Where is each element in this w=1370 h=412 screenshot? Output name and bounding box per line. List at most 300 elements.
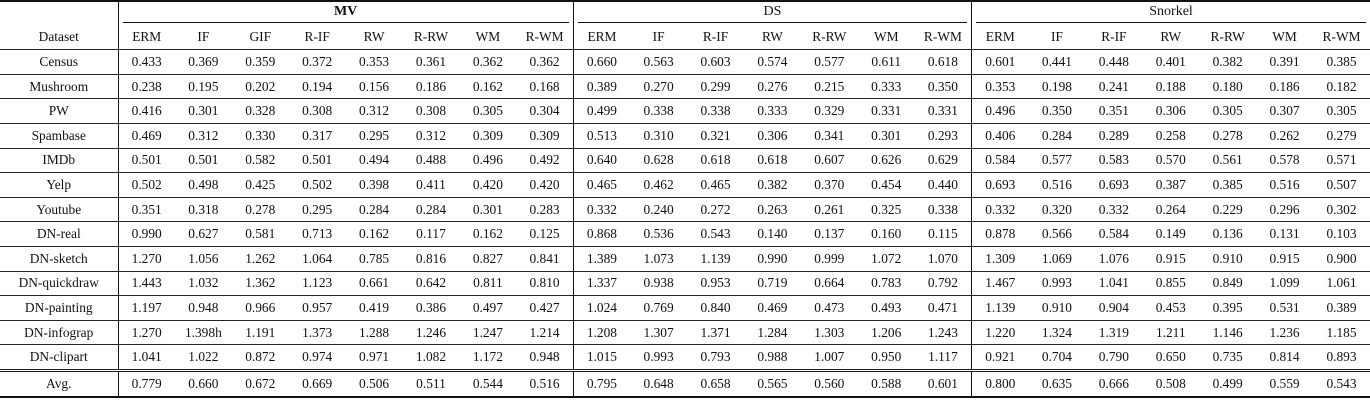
cell-ds-4: 0.577 bbox=[801, 50, 858, 75]
column-header-ds-wm: WM bbox=[873, 29, 899, 45]
cell-mv-2: 1.191 bbox=[232, 320, 289, 345]
cell-ds-4: 0.560 bbox=[801, 370, 858, 396]
cell-mv-7: 0.841 bbox=[516, 246, 573, 271]
cell-ds-4: 0.607 bbox=[801, 148, 858, 173]
cell-mv-2: 0.330 bbox=[232, 123, 289, 148]
cell-mv-6: 1.247 bbox=[459, 320, 516, 345]
cell-mv-2: 0.202 bbox=[232, 74, 289, 99]
cell-mv-3: 0.502 bbox=[289, 173, 346, 198]
cell-ds-6: 0.440 bbox=[915, 173, 972, 198]
column-header-mv-r-rw: R-RW bbox=[413, 29, 449, 45]
cell-ds-1: 0.536 bbox=[630, 222, 687, 247]
cell-mv-5: 0.411 bbox=[403, 173, 460, 198]
cell-ds-5: 1.072 bbox=[858, 246, 915, 271]
dataset-name: Yelp bbox=[0, 173, 118, 198]
cell-mv-0: 1.041 bbox=[118, 345, 175, 371]
cell-mv-5: 0.312 bbox=[403, 123, 460, 148]
cell-snorkel-3: 0.149 bbox=[1142, 222, 1199, 247]
cell-snorkel-3: 0.306 bbox=[1142, 99, 1199, 124]
cell-mv-5: 0.386 bbox=[403, 296, 460, 321]
cell-ds-3: 0.140 bbox=[744, 222, 801, 247]
column-header-mv-gif: GIF bbox=[249, 29, 272, 45]
cell-ds-2: 1.371 bbox=[687, 320, 744, 345]
cell-mv-0: 0.469 bbox=[118, 123, 175, 148]
cell-mv-4: 0.971 bbox=[346, 345, 403, 371]
cell-snorkel-1: 0.704 bbox=[1029, 345, 1086, 371]
cell-ds-3: 0.618 bbox=[744, 148, 801, 173]
dataset-name: Youtube bbox=[0, 197, 118, 222]
cell-ds-2: 0.603 bbox=[687, 50, 744, 75]
cell-snorkel-4: 1.146 bbox=[1199, 320, 1256, 345]
cell-mv-1: 0.498 bbox=[175, 173, 232, 198]
cell-mv-5: 0.117 bbox=[403, 222, 460, 247]
cell-snorkel-0: 1.309 bbox=[972, 246, 1029, 271]
cell-mv-1: 0.660 bbox=[175, 370, 232, 396]
cell-mv-2: 0.966 bbox=[232, 296, 289, 321]
cell-ds-6: 0.629 bbox=[915, 148, 972, 173]
cell-mv-3: 0.501 bbox=[289, 148, 346, 173]
cell-snorkel-3: 0.508 bbox=[1142, 370, 1199, 396]
cell-ds-3: 0.574 bbox=[744, 50, 801, 75]
cell-ds-1: 0.270 bbox=[630, 74, 687, 99]
cell-mv-2: 0.278 bbox=[232, 197, 289, 222]
cell-mv-0: 0.501 bbox=[118, 148, 175, 173]
cell-ds-0: 0.795 bbox=[573, 370, 630, 396]
cell-snorkel-2: 0.904 bbox=[1085, 296, 1142, 321]
cell-snorkel-5: 1.236 bbox=[1256, 320, 1313, 345]
cell-mv-0: 0.779 bbox=[118, 370, 175, 396]
table-row bbox=[0, 74, 1370, 99]
cell-snorkel-2: 0.332 bbox=[1085, 197, 1142, 222]
cell-mv-3: 0.372 bbox=[289, 50, 346, 75]
cell-mv-1: 0.195 bbox=[175, 74, 232, 99]
cell-snorkel-0: 0.800 bbox=[972, 370, 1029, 396]
cell-mv-5: 1.246 bbox=[403, 320, 460, 345]
cell-snorkel-6: 0.302 bbox=[1313, 197, 1370, 222]
table-row bbox=[0, 222, 1370, 247]
cell-mv-3: 0.957 bbox=[289, 296, 346, 321]
cell-ds-0: 0.868 bbox=[573, 222, 630, 247]
cell-ds-3: 0.719 bbox=[744, 271, 801, 296]
group-snorkel: Snorkel bbox=[972, 1, 1370, 26]
cell-snorkel-6: 1.061 bbox=[1313, 271, 1370, 296]
cell-snorkel-6: 0.103 bbox=[1313, 222, 1370, 247]
column-header-ds-rw: RW bbox=[762, 29, 783, 45]
cell-mv-7: 0.304 bbox=[516, 99, 573, 124]
dataset-name: DN-real bbox=[0, 222, 118, 247]
cell-mv-6: 0.162 bbox=[459, 222, 516, 247]
cell-ds-3: 0.988 bbox=[744, 345, 801, 371]
cell-mv-0: 1.197 bbox=[118, 296, 175, 321]
cell-mv-5: 0.186 bbox=[403, 74, 460, 99]
cell-ds-0: 1.015 bbox=[573, 345, 630, 371]
cell-ds-6: 0.792 bbox=[915, 271, 972, 296]
cell-ds-0: 0.332 bbox=[573, 197, 630, 222]
cell-snorkel-2: 0.583 bbox=[1085, 148, 1142, 173]
dataset-name: Avg. bbox=[0, 370, 118, 396]
cell-mv-4: 0.398 bbox=[346, 173, 403, 198]
cell-snorkel-1: 0.284 bbox=[1029, 123, 1086, 148]
cell-ds-5: 0.783 bbox=[858, 271, 915, 296]
column-header-ds-erm: ERM bbox=[573, 26, 630, 50]
cell-snorkel-5: 0.531 bbox=[1256, 296, 1313, 321]
cell-ds-5: 0.588 bbox=[858, 370, 915, 396]
cell-ds-4: 0.664 bbox=[801, 271, 858, 296]
cell-mv-4: 0.506 bbox=[346, 370, 403, 396]
cell-snorkel-0: 0.332 bbox=[972, 197, 1029, 222]
cell-ds-1: 1.307 bbox=[630, 320, 687, 345]
cell-ds-2: 0.465 bbox=[687, 173, 744, 198]
cell-mv-4: 0.494 bbox=[346, 148, 403, 173]
cell-mv-1: 1.056 bbox=[175, 246, 232, 271]
cell-ds-4: 0.329 bbox=[801, 99, 858, 124]
cell-ds-4: 1.303 bbox=[801, 320, 858, 345]
cell-mv-4: 0.295 bbox=[346, 123, 403, 148]
cell-ds-4: 1.007 bbox=[801, 345, 858, 371]
table-row bbox=[0, 173, 1370, 198]
cell-ds-4: 0.261 bbox=[801, 197, 858, 222]
cell-ds-4: 0.341 bbox=[801, 123, 858, 148]
cell-snorkel-3: 0.570 bbox=[1142, 148, 1199, 173]
cell-mv-7: 0.125 bbox=[516, 222, 573, 247]
cell-ds-1: 1.073 bbox=[630, 246, 687, 271]
cell-ds-3: 0.469 bbox=[744, 296, 801, 321]
cell-snorkel-0: 1.220 bbox=[972, 320, 1029, 345]
cell-mv-2: 0.872 bbox=[232, 345, 289, 371]
cell-mv-7: 0.362 bbox=[516, 50, 573, 75]
cell-mv-6: 0.811 bbox=[459, 271, 516, 296]
cell-snorkel-1: 0.320 bbox=[1029, 197, 1086, 222]
cell-snorkel-6: 0.385 bbox=[1313, 50, 1370, 75]
cell-ds-4: 0.215 bbox=[801, 74, 858, 99]
cell-ds-3: 0.276 bbox=[744, 74, 801, 99]
cell-ds-2: 0.272 bbox=[687, 197, 744, 222]
cell-ds-6: 0.331 bbox=[915, 99, 972, 124]
group-ds: DS bbox=[573, 1, 971, 26]
cell-snorkel-6: 0.305 bbox=[1313, 99, 1370, 124]
cell-mv-0: 0.990 bbox=[118, 222, 175, 247]
cell-snorkel-2: 0.241 bbox=[1085, 74, 1142, 99]
cell-mv-1: 0.301 bbox=[175, 99, 232, 124]
cell-mv-0: 0.351 bbox=[118, 197, 175, 222]
cell-ds-1: 0.338 bbox=[630, 99, 687, 124]
cell-snorkel-4: 0.136 bbox=[1199, 222, 1256, 247]
cell-ds-6: 1.070 bbox=[915, 246, 972, 271]
cell-mv-1: 1.398h bbox=[175, 320, 232, 345]
cell-mv-2: 0.328 bbox=[232, 99, 289, 124]
cell-ds-4: 0.137 bbox=[801, 222, 858, 247]
cell-ds-5: 0.611 bbox=[858, 50, 915, 75]
column-header-mv-erm: ERM bbox=[118, 26, 175, 50]
cell-mv-3: 1.123 bbox=[289, 271, 346, 296]
cell-ds-5: 0.626 bbox=[858, 148, 915, 173]
cell-mv-2: 0.425 bbox=[232, 173, 289, 198]
dataset-name: Census bbox=[0, 50, 118, 75]
table-row bbox=[0, 296, 1370, 321]
cell-ds-3: 0.990 bbox=[744, 246, 801, 271]
group-header-row bbox=[0, 1, 1370, 26]
cell-mv-4: 0.156 bbox=[346, 74, 403, 99]
column-header-snorkel-if: IF bbox=[1050, 29, 1063, 45]
cell-snorkel-4: 0.385 bbox=[1199, 173, 1256, 198]
column-header-snorkel-r-rw: R-RW bbox=[1210, 29, 1245, 45]
cell-snorkel-0: 0.878 bbox=[972, 222, 1029, 247]
cell-snorkel-0: 0.601 bbox=[972, 50, 1029, 75]
cell-ds-5: 0.301 bbox=[858, 123, 915, 148]
cell-ds-3: 0.333 bbox=[744, 99, 801, 124]
cell-snorkel-6: 0.893 bbox=[1313, 345, 1370, 371]
cell-ds-4: 0.473 bbox=[801, 296, 858, 321]
cell-mv-6: 0.420 bbox=[459, 173, 516, 198]
cell-snorkel-5: 1.099 bbox=[1256, 271, 1313, 296]
cell-ds-6: 0.471 bbox=[915, 296, 972, 321]
cell-mv-5: 0.361 bbox=[403, 50, 460, 75]
group-mv: MV bbox=[118, 1, 573, 26]
cell-mv-3: 0.713 bbox=[289, 222, 346, 247]
dataset-name: DN-infograp bbox=[0, 320, 118, 345]
cell-snorkel-6: 0.507 bbox=[1313, 173, 1370, 198]
cell-snorkel-3: 0.915 bbox=[1142, 246, 1199, 271]
column-header-mv-r-if: R-IF bbox=[304, 29, 330, 45]
cell-ds-0: 1.024 bbox=[573, 296, 630, 321]
cell-snorkel-4: 0.735 bbox=[1199, 345, 1256, 371]
cell-snorkel-4: 0.561 bbox=[1199, 148, 1256, 173]
cell-snorkel-1: 1.324 bbox=[1029, 320, 1086, 345]
cell-mv-3: 0.669 bbox=[289, 370, 346, 396]
cell-ds-6: 0.338 bbox=[915, 197, 972, 222]
cell-ds-6: 1.243 bbox=[915, 320, 972, 345]
column-header-snorkel-r-wm: R-WM bbox=[1322, 29, 1361, 45]
cell-mv-2: 0.582 bbox=[232, 148, 289, 173]
cell-mv-1: 1.032 bbox=[175, 271, 232, 296]
cell-mv-3: 1.373 bbox=[289, 320, 346, 345]
cell-mv-6: 0.496 bbox=[459, 148, 516, 173]
cell-mv-0: 0.433 bbox=[118, 50, 175, 75]
dataset-name: DN-clipart bbox=[0, 345, 118, 371]
cell-ds-1: 0.240 bbox=[630, 197, 687, 222]
cell-snorkel-2: 0.448 bbox=[1085, 50, 1142, 75]
cell-snorkel-3: 0.258 bbox=[1142, 123, 1199, 148]
cell-snorkel-4: 0.849 bbox=[1199, 271, 1256, 296]
cell-ds-0: 0.499 bbox=[573, 99, 630, 124]
cell-snorkel-6: 0.543 bbox=[1313, 370, 1370, 396]
cell-snorkel-5: 0.186 bbox=[1256, 74, 1313, 99]
cell-ds-6: 0.618 bbox=[915, 50, 972, 75]
dataset-name: DN-quickdraw bbox=[0, 271, 118, 296]
cell-snorkel-3: 0.650 bbox=[1142, 345, 1199, 371]
column-header-snorkel-rw: RW bbox=[1160, 29, 1182, 45]
cell-mv-7: 0.168 bbox=[516, 74, 573, 99]
table-body bbox=[0, 50, 1370, 397]
column-header-ds-r-if: R-IF bbox=[702, 29, 729, 45]
cell-ds-5: 0.454 bbox=[858, 173, 915, 198]
cell-snorkel-5: 0.578 bbox=[1256, 148, 1313, 173]
cell-snorkel-1: 0.441 bbox=[1029, 50, 1086, 75]
cell-snorkel-5: 0.131 bbox=[1256, 222, 1313, 247]
table-row bbox=[0, 99, 1370, 124]
cell-snorkel-1: 0.577 bbox=[1029, 148, 1086, 173]
cell-snorkel-4: 0.278 bbox=[1199, 123, 1256, 148]
cell-snorkel-5: 0.307 bbox=[1256, 99, 1313, 124]
cell-mv-5: 0.284 bbox=[403, 197, 460, 222]
column-header-snorkel-wm: WM bbox=[1272, 29, 1297, 45]
cell-snorkel-2: 1.041 bbox=[1085, 271, 1142, 296]
cell-ds-3: 0.382 bbox=[744, 173, 801, 198]
cell-snorkel-3: 0.264 bbox=[1142, 197, 1199, 222]
cell-mv-6: 0.497 bbox=[459, 296, 516, 321]
dataset-name: DN-sketch bbox=[0, 246, 118, 271]
cell-mv-7: 0.516 bbox=[516, 370, 573, 396]
cell-mv-0: 1.270 bbox=[118, 246, 175, 271]
cell-snorkel-3: 0.453 bbox=[1142, 296, 1199, 321]
cell-mv-7: 1.214 bbox=[516, 320, 573, 345]
cell-snorkel-2: 0.693 bbox=[1085, 173, 1142, 198]
column-header-mv-if: IF bbox=[197, 29, 210, 45]
cell-ds-0: 0.389 bbox=[573, 74, 630, 99]
cell-ds-3: 0.306 bbox=[744, 123, 801, 148]
cell-mv-7: 0.810 bbox=[516, 271, 573, 296]
cell-ds-0: 1.389 bbox=[573, 246, 630, 271]
cell-snorkel-1: 0.516 bbox=[1029, 173, 1086, 198]
cell-mv-7: 0.283 bbox=[516, 197, 573, 222]
cell-snorkel-6: 0.389 bbox=[1313, 296, 1370, 321]
cell-ds-1: 0.648 bbox=[630, 370, 687, 396]
average-row bbox=[0, 370, 1370, 396]
cell-snorkel-6: 0.279 bbox=[1313, 123, 1370, 148]
cell-mv-3: 0.317 bbox=[289, 123, 346, 148]
cell-ds-3: 1.284 bbox=[744, 320, 801, 345]
cell-mv-3: 0.308 bbox=[289, 99, 346, 124]
cell-mv-5: 0.488 bbox=[403, 148, 460, 173]
cell-ds-5: 0.160 bbox=[858, 222, 915, 247]
cell-snorkel-4: 0.910 bbox=[1199, 246, 1256, 271]
cell-snorkel-1: 0.566 bbox=[1029, 222, 1086, 247]
cell-snorkel-0: 0.496 bbox=[972, 99, 1029, 124]
table-row bbox=[0, 50, 1370, 75]
cell-ds-0: 0.513 bbox=[573, 123, 630, 148]
dataset-name: IMDb bbox=[0, 148, 118, 173]
cell-mv-3: 0.974 bbox=[289, 345, 346, 371]
cell-ds-2: 0.953 bbox=[687, 271, 744, 296]
cell-ds-6: 1.117 bbox=[915, 345, 972, 371]
cell-ds-2: 0.793 bbox=[687, 345, 744, 371]
cell-ds-6: 0.293 bbox=[915, 123, 972, 148]
cell-mv-0: 0.502 bbox=[118, 173, 175, 198]
cell-mv-1: 0.501 bbox=[175, 148, 232, 173]
cell-ds-6: 0.601 bbox=[915, 370, 972, 396]
cell-mv-4: 0.312 bbox=[346, 99, 403, 124]
cell-snorkel-2: 0.666 bbox=[1085, 370, 1142, 396]
cell-snorkel-1: 1.069 bbox=[1029, 246, 1086, 271]
cell-mv-5: 0.642 bbox=[403, 271, 460, 296]
cell-snorkel-5: 0.516 bbox=[1256, 173, 1313, 198]
table-row bbox=[0, 345, 1370, 371]
cell-mv-6: 0.305 bbox=[459, 99, 516, 124]
cell-snorkel-5: 0.814 bbox=[1256, 345, 1313, 371]
cell-mv-6: 0.309 bbox=[459, 123, 516, 148]
cell-mv-5: 0.511 bbox=[403, 370, 460, 396]
cell-mv-2: 1.262 bbox=[232, 246, 289, 271]
cell-ds-1: 0.628 bbox=[630, 148, 687, 173]
cell-mv-0: 0.416 bbox=[118, 99, 175, 124]
cell-mv-2: 0.672 bbox=[232, 370, 289, 396]
table-row bbox=[0, 246, 1370, 271]
cell-snorkel-2: 0.351 bbox=[1085, 99, 1142, 124]
cell-ds-0: 0.640 bbox=[573, 148, 630, 173]
cell-ds-4: 0.370 bbox=[801, 173, 858, 198]
cell-ds-0: 0.660 bbox=[573, 50, 630, 75]
cell-ds-1: 0.769 bbox=[630, 296, 687, 321]
cell-mv-0: 0.238 bbox=[118, 74, 175, 99]
column-header-ds-r-rw: R-RW bbox=[812, 29, 847, 45]
table-row bbox=[0, 123, 1370, 148]
cell-mv-4: 0.661 bbox=[346, 271, 403, 296]
cell-ds-1: 0.938 bbox=[630, 271, 687, 296]
cell-mv-0: 1.443 bbox=[118, 271, 175, 296]
column-header-row bbox=[0, 26, 1370, 50]
dataset-header: Dataset bbox=[38, 29, 79, 45]
cell-mv-6: 0.827 bbox=[459, 246, 516, 271]
cell-snorkel-1: 0.198 bbox=[1029, 74, 1086, 99]
cell-ds-5: 0.493 bbox=[858, 296, 915, 321]
column-header-ds-if: IF bbox=[652, 29, 665, 45]
cell-ds-5: 0.331 bbox=[858, 99, 915, 124]
cell-mv-1: 0.948 bbox=[175, 296, 232, 321]
cell-snorkel-5: 0.262 bbox=[1256, 123, 1313, 148]
cell-ds-3: 0.565 bbox=[744, 370, 801, 396]
cell-mv-6: 1.172 bbox=[459, 345, 516, 371]
cell-mv-0: 1.270 bbox=[118, 320, 175, 345]
cell-ds-5: 0.333 bbox=[858, 74, 915, 99]
cell-ds-2: 0.321 bbox=[687, 123, 744, 148]
cell-ds-2: 0.658 bbox=[687, 370, 744, 396]
cell-snorkel-0: 1.139 bbox=[972, 296, 1029, 321]
cell-ds-6: 0.115 bbox=[915, 222, 972, 247]
cell-snorkel-6: 0.571 bbox=[1313, 148, 1370, 173]
cell-snorkel-0: 1.467 bbox=[972, 271, 1029, 296]
table-row bbox=[0, 320, 1370, 345]
dataset-name: Mushroom bbox=[0, 74, 118, 99]
cell-snorkel-4: 0.382 bbox=[1199, 50, 1256, 75]
cell-mv-5: 0.816 bbox=[403, 246, 460, 271]
cell-snorkel-0: 0.693 bbox=[972, 173, 1029, 198]
cell-ds-0: 1.337 bbox=[573, 271, 630, 296]
cell-ds-0: 0.465 bbox=[573, 173, 630, 198]
cell-mv-4: 0.284 bbox=[346, 197, 403, 222]
cell-snorkel-4: 0.180 bbox=[1199, 74, 1256, 99]
cell-snorkel-0: 0.921 bbox=[972, 345, 1029, 371]
cell-mv-3: 0.295 bbox=[289, 197, 346, 222]
cell-ds-1: 0.993 bbox=[630, 345, 687, 371]
cell-snorkel-0: 0.353 bbox=[972, 74, 1029, 99]
cell-snorkel-2: 0.289 bbox=[1085, 123, 1142, 148]
cell-mv-4: 0.162 bbox=[346, 222, 403, 247]
cell-snorkel-3: 0.188 bbox=[1142, 74, 1199, 99]
cell-snorkel-1: 0.993 bbox=[1029, 271, 1086, 296]
dataset-name: Spambase bbox=[0, 123, 118, 148]
cell-mv-3: 0.194 bbox=[289, 74, 346, 99]
cell-mv-2: 0.359 bbox=[232, 50, 289, 75]
cell-snorkel-5: 0.915 bbox=[1256, 246, 1313, 271]
cell-mv-7: 0.427 bbox=[516, 296, 573, 321]
table-row bbox=[0, 148, 1370, 173]
cell-mv-5: 0.308 bbox=[403, 99, 460, 124]
cell-ds-1: 0.310 bbox=[630, 123, 687, 148]
dataset-name: DN-painting bbox=[0, 296, 118, 321]
cell-mv-6: 0.301 bbox=[459, 197, 516, 222]
cell-snorkel-4: 0.395 bbox=[1199, 296, 1256, 321]
cell-snorkel-5: 0.391 bbox=[1256, 50, 1313, 75]
